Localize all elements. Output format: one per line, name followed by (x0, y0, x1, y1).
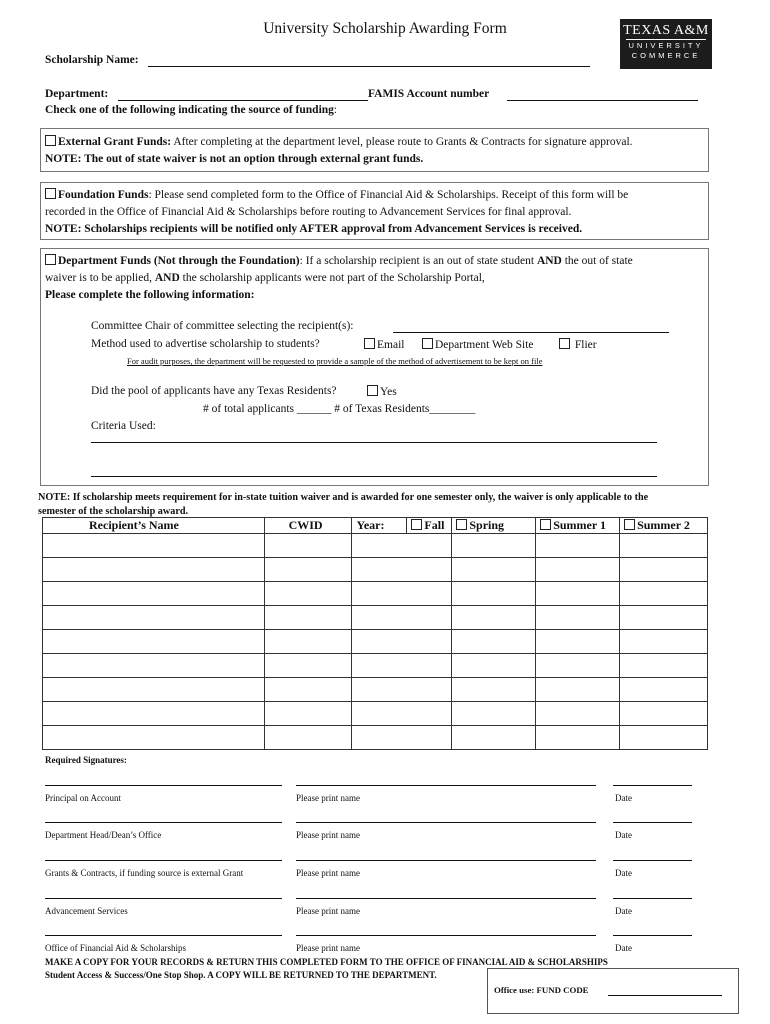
table-row (43, 702, 708, 726)
print-name-line[interactable] (296, 785, 596, 786)
website-checkbox[interactable] (422, 338, 433, 349)
print-name-label: Please print name (296, 906, 360, 916)
term-cell[interactable] (452, 582, 536, 606)
external-grant-text: External Grant Funds: After completing at the department level, please route to Grants & Contracts for signature approval. NOTE: The out of state waiver is not an option through external grant funds. (45, 136, 633, 165)
table-row (43, 582, 708, 606)
print-name-label: Please print name (296, 830, 360, 840)
print-name-label: Please print name (296, 793, 360, 803)
table-row (43, 630, 708, 654)
recipient-name-cell[interactable] (43, 654, 265, 678)
criteria-line-1[interactable] (91, 442, 657, 443)
yes-checkbox[interactable] (367, 385, 378, 396)
cwid-cell[interactable] (264, 678, 352, 702)
signatory-role-label: Office of Financial Aid & Scholarships (45, 943, 187, 953)
external-grant-note: NOTE: The out of state waiver is not an option through external grant funds. (45, 153, 424, 165)
required-signatures-label: Required Signatures: (45, 755, 127, 765)
term-cell[interactable] (452, 654, 536, 678)
criteria-label: Criteria Used: (91, 420, 156, 432)
print-name-label: Please print name (296, 943, 360, 953)
department-funds-checkbox[interactable] (45, 254, 56, 265)
signature-line[interactable] (45, 898, 282, 899)
date-line[interactable] (613, 898, 692, 899)
date-line[interactable] (613, 935, 692, 936)
advertise-flier-option[interactable]: Flier (559, 338, 597, 351)
term-cell[interactable] (452, 678, 536, 702)
header-spring: Spring (452, 518, 536, 534)
logo-line-texas: TEXAS A&M (623, 23, 709, 38)
term-cell[interactable] (620, 702, 708, 726)
logo-line-university: UNIVERSITY (628, 41, 704, 50)
table-row (43, 654, 708, 678)
term-cell[interactable] (536, 654, 620, 678)
date-label: Date (615, 868, 632, 878)
fund-code-field[interactable] (608, 995, 722, 996)
cwid-cell[interactable] (264, 606, 352, 630)
department-field[interactable] (118, 100, 368, 101)
date-line[interactable] (613, 822, 692, 823)
table-header-row (43, 518, 708, 534)
term-cell[interactable] (452, 558, 536, 582)
committee-chair-field[interactable] (393, 332, 669, 333)
cwid-cell[interactable] (264, 654, 352, 678)
header-fall: Fall (407, 518, 452, 534)
term-cell[interactable] (452, 606, 536, 630)
recipient-name-cell[interactable] (43, 534, 265, 558)
signature-line[interactable] (45, 785, 282, 786)
year-cell[interactable] (352, 654, 452, 678)
term-cell[interactable] (620, 678, 708, 702)
header-year: Year: (352, 518, 407, 534)
applicant-counts: # of total applicants ______ # of Texas Residents________ (203, 403, 476, 415)
signature-line[interactable] (45, 822, 282, 823)
signatory-role-label: Department Head/Dean’s Office (45, 830, 162, 840)
term-cell[interactable] (452, 630, 536, 654)
signature-line[interactable] (45, 935, 282, 936)
recipient-name-cell[interactable] (43, 702, 265, 726)
form-title: University Scholarship Awarding Form (263, 20, 507, 37)
cwid-cell[interactable] (264, 582, 352, 606)
cwid-cell[interactable] (264, 534, 352, 558)
date-label: Date (615, 906, 632, 916)
recipients-table (42, 517, 708, 750)
department-funds-text: Department Funds (Not through the Foundation): If a scholarship recipient is an out of state student AND the out of state waiver is to be applied, AND the scholarship applicants were not part of the Scholarship Portal, Please complete the following information: (45, 255, 633, 301)
print-name-line[interactable] (296, 860, 596, 861)
print-name-line[interactable] (296, 935, 596, 936)
term-cell[interactable] (620, 582, 708, 606)
table-row (43, 534, 708, 558)
header-cwid: CWID (264, 518, 352, 534)
signatory-role-label: Advancement Services (45, 906, 128, 916)
foundation-note: NOTE: Scholarships recipients will be notified only AFTER approval from Advancement Services is received. (45, 223, 583, 235)
term-cell[interactable] (620, 558, 708, 582)
recipient-name-cell[interactable] (43, 606, 265, 630)
department-funds-instruction: Please complete the following information: (45, 289, 255, 301)
foundation-checkbox[interactable] (45, 188, 56, 199)
term-cell[interactable] (536, 630, 620, 654)
fund-code-label: Office use: FUND CODE (494, 985, 589, 995)
term-cell[interactable] (536, 534, 620, 558)
audit-note: For audit purposes, the department will be requested to provide a sample of the method of advertisement to be kept on file (127, 356, 543, 366)
foundation-text: Foundation Funds: Please send completed form to the Office of Financial Aid & Scholarships. Receipt of this form will be recorded in the Office of Financial Aid & Scholarships before routing to Advancement Services for final approval. NOTE: Scholarships recipients will be notified only AFTER approval from Advancement Services is received. (45, 189, 629, 235)
header-summer-2: Summer 2 (620, 518, 708, 534)
waiver-note: NOTE: If scholarship meets requirement for in-state tuition waiver and is awarded for one semester only, the waiver is only applicable to the semester of the scholarship award. (38, 492, 649, 517)
print-name-line[interactable] (296, 822, 596, 823)
signatory-role-label: Grants & Contracts, if funding source is external Grant (45, 868, 244, 878)
term-cell[interactable] (536, 582, 620, 606)
term-cell[interactable] (620, 654, 708, 678)
term-cell[interactable] (536, 726, 620, 750)
table-row (43, 726, 708, 750)
external-grant-checkbox[interactable] (45, 135, 56, 146)
famis-account-field[interactable] (507, 100, 698, 101)
recipient-name-cell[interactable] (43, 558, 265, 582)
scholarship-name-label: Scholarship Name: (45, 54, 139, 66)
flier-checkbox[interactable] (559, 338, 570, 349)
header-summer-1: Summer 1 (536, 518, 620, 534)
cwid-cell[interactable] (264, 558, 352, 582)
term-cell[interactable] (620, 534, 708, 558)
funding-source-instruction: Check one of the following indicating the source of funding: (45, 104, 338, 116)
signature-line[interactable] (45, 860, 282, 861)
year-cell[interactable] (352, 702, 452, 726)
term-cell[interactable] (536, 702, 620, 726)
term-cell[interactable] (620, 726, 708, 750)
print-name-label: Please print name (296, 868, 360, 878)
texas-residents-question: Did the pool of applicants have any Texas Residents? (91, 385, 337, 397)
logo-line-commerce: COMMERCE (631, 51, 701, 60)
date-label: Date (615, 793, 632, 803)
summer1-checkbox[interactable] (540, 519, 551, 530)
year-cell[interactable] (352, 678, 452, 702)
texas-residents-yes-option[interactable]: Yes (367, 385, 397, 398)
table-row (43, 558, 708, 582)
term-cell[interactable] (536, 558, 620, 582)
year-cell[interactable] (352, 558, 452, 582)
fall-checkbox[interactable] (411, 519, 422, 530)
university-logo (620, 19, 712, 69)
date-label: Date (615, 943, 632, 953)
year-cell[interactable] (352, 582, 452, 606)
table-row (43, 606, 708, 630)
spring-checkbox[interactable] (456, 519, 467, 530)
header-recipient-name: Recipient’s Name (43, 518, 265, 534)
date-label: Date (615, 830, 632, 840)
date-line[interactable] (613, 785, 692, 786)
return-instructions: MAKE A COPY FOR YOUR RECORDS & RETURN THIS COMPLETED FORM TO THE OFFICE OF FINANCIAL AID & SCHOLARSHIPS Student Access & Success/One Stop Shop. A COPY WILL BE RETURNED TO THE DEPARTMENT. (45, 957, 608, 980)
print-name-line[interactable] (296, 898, 596, 899)
recipient-name-cell[interactable] (43, 726, 265, 750)
year-cell[interactable] (352, 630, 452, 654)
department-label: Department: (45, 88, 109, 100)
summer2-checkbox[interactable] (624, 519, 635, 530)
term-cell[interactable] (452, 726, 536, 750)
year-cell[interactable] (352, 726, 452, 750)
term-cell[interactable] (452, 534, 536, 558)
committee-chair-label: Committee Chair of committee selecting the recipient(s): (91, 320, 354, 332)
criteria-line-2[interactable] (91, 476, 657, 477)
term-cell[interactable] (536, 606, 620, 630)
famis-account-label: FAMIS Account number (368, 88, 490, 100)
year-cell[interactable] (352, 606, 452, 630)
table-row (43, 678, 708, 702)
recipient-name-cell[interactable] (43, 678, 265, 702)
term-cell[interactable] (452, 702, 536, 726)
advertise-website-option[interactable]: Department Web Site (422, 338, 534, 351)
recipient-name-cell[interactable] (43, 582, 265, 606)
term-cell[interactable] (620, 630, 708, 654)
advertise-method-label: Method used to advertise scholarship to students? (91, 338, 320, 350)
term-cell[interactable] (536, 678, 620, 702)
recipient-name-cell[interactable] (43, 630, 265, 654)
signatory-role-label: Principal on Account (45, 793, 121, 803)
scholarship-name-field[interactable] (148, 66, 590, 67)
email-checkbox[interactable] (364, 338, 375, 349)
term-cell[interactable] (620, 606, 708, 630)
cwid-cell[interactable] (264, 702, 352, 726)
cwid-cell[interactable] (264, 630, 352, 654)
advertise-email-option[interactable]: Email (364, 338, 404, 351)
cwid-cell[interactable] (264, 726, 352, 750)
date-line[interactable] (613, 860, 692, 861)
year-cell[interactable] (352, 534, 452, 558)
